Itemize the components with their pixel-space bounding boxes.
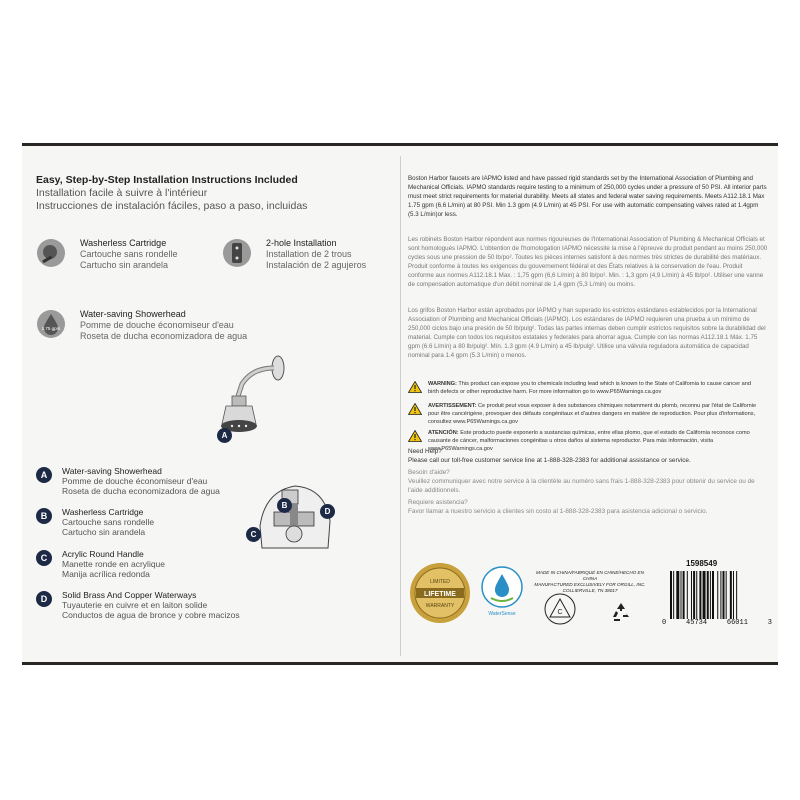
header-fr: Installation facile à suivre à l'intérieur <box>36 187 208 199</box>
help-question-en: Need Help? <box>408 448 442 455</box>
legend-c-fr: Manette ronde en acrylique <box>62 559 166 569</box>
feature-two-hole-fr: Installation de 2 trous <box>266 249 352 259</box>
legend-a-fr: Pomme de douche économiseur d'eau <box>62 476 208 486</box>
barcode-bar <box>733 571 734 619</box>
barcode-digit-group: 66011 <box>726 619 748 627</box>
legend-item-b <box>36 507 154 537</box>
header-es: Instrucciones de instalación fáciles, paso a paso, incluidas <box>36 200 308 212</box>
legend-item-d <box>36 590 240 620</box>
barcode-bar <box>710 571 711 619</box>
barcode-bar <box>703 571 706 619</box>
barcode-bar <box>687 571 688 619</box>
drop-gpm-text: 1.75 gpm <box>41 326 61 331</box>
warning-en-text: This product can expose you to chemicals including lead which is known to the State of California to cause cancer and birth defects or other reproductive harm. For more information go to www.P65Warnings.ca.gov <box>428 381 751 395</box>
barcode <box>668 571 772 619</box>
warning-fr <box>408 402 763 426</box>
legend-d-en: Solid Brass And Copper Waterways <box>62 590 197 600</box>
barcode-digit-group: 45734 <box>686 619 708 627</box>
feature-water-saving-fr: Pomme de douche économiseur d'eau <box>80 320 234 330</box>
barcode-bar <box>683 571 685 619</box>
legend-badge-c: C <box>36 550 52 566</box>
water-drop-icon <box>36 309 66 339</box>
legend-badge-b: B <box>36 508 52 524</box>
barcode-bar <box>720 571 721 619</box>
barcode-bar <box>691 571 692 619</box>
barcode-bar <box>670 571 672 619</box>
feature-two-hole-es: Instalación de 2 agujeros <box>266 260 367 270</box>
feature-two-hole <box>222 238 366 271</box>
barcode-digits <box>662 619 772 627</box>
feature-cartridge-en: Washerless Cartridge <box>80 238 167 248</box>
packaging-panel <box>22 143 778 665</box>
seal-limited-text: LIMITED <box>430 579 450 585</box>
help-question-fr: Besoin d'aide? <box>408 469 450 476</box>
barcode-bar <box>673 571 674 619</box>
warning-triangle-icon <box>408 430 422 442</box>
legend-badge-a: A <box>36 467 52 483</box>
warning-en <box>408 380 763 396</box>
barcode-bar <box>676 571 679 619</box>
help-answer-en: Please call our toll-free customer service line at 1-888-328-2383 for additional assistance or service. <box>408 457 691 464</box>
warning-fr-text: Ce produit peut vous exposer à des substances chimiques notamment du plomb, reconnu par l'état de Californie pour être cancérigène, provoquer des défauts congénitaux et d'autres dangers en matière de reproduction. Pour plus d'informations, consultez www.P65Warnings.ca.gov <box>428 403 757 425</box>
feature-cartridge <box>36 238 178 271</box>
warning-es-label: ATENCIÓN: <box>428 430 459 436</box>
feature-water-saving <box>36 309 247 342</box>
warning-en-label: WARNING: <box>428 381 457 387</box>
callout-c-badge: C <box>246 527 261 542</box>
sku-number: 1598549 <box>686 559 718 568</box>
feature-cartridge-es: Cartucho sin arandela <box>80 260 169 270</box>
iapmo-text-es: Los grifos Boston Harbor están aprobados por IAPMO y han superado los estrictos estándares establecidos por la International Association of Plumbing and Mechanical Officials (IAPMO). Los estándares de IAPMO requieren una prueba a un mínimo de 250,000 ciclos bajo una presión de 50 lb/pulg². Todas las partes internas deben cumplir estrictos requisitos sobre la durabilidad del material. Cumple con todos los requisitos estatales y federales para ahorrar agua. Cumple con las normas A112.18.1 Máx. 1.75 gpm (6.6 L/min) a 80 lb/pulg². Mín. 1.3 gpm (4.9 L/min) a 45 lb/pulg². Utilice una válvula reguladora automática de capacidad nominal para 1.4 gpm (5.3 L/min) o menos. <box>408 307 766 359</box>
csa-certification-icon <box>542 592 578 626</box>
two-hole-icon <box>222 238 252 268</box>
feature-cartridge-fr: Cartouche sans rondelle <box>80 249 178 259</box>
barcode-bar <box>717 571 718 619</box>
city-text: COLLIERVILLE, TN 38017 <box>562 588 618 593</box>
column-divider <box>400 156 401 656</box>
watersense-text: WaterSense <box>488 611 516 617</box>
barcode-bar <box>712 571 714 619</box>
seal-lifetime-text: LIFETIME <box>424 591 456 598</box>
barcode-bar <box>723 571 725 619</box>
showerhead-drawing <box>212 354 292 474</box>
warning-triangle-icon <box>408 381 422 393</box>
barcode-digit-group: 0 <box>662 619 667 627</box>
legend-item-c <box>36 549 165 579</box>
lifetime-warranty-seal <box>408 561 472 625</box>
barcode-bar <box>726 571 727 619</box>
warning-es-text: Este producto puede exponerlo a sustancias químicas, entre ellas plomo, que el estado de California reconoce como causante de cáncer, malformaciones congénitas u otros daños al sistema reproductor. Para más información, visita www.P65Warnings.ca.gov <box>428 430 750 452</box>
manufacturer-info <box>530 570 650 594</box>
barcode-digit-group: 3 <box>767 619 772 627</box>
install-header <box>36 174 376 213</box>
legend-a-es: Roseta de ducha economizadora de agua <box>62 486 220 496</box>
barcode-bar <box>693 571 695 619</box>
iapmo-text-en: Boston Harbor faucets are IAPMO listed and have passed rigid standards set by the International Association of Plumbing and Mechanical Officials. IAPMO standards require testing to a minimum of 250,000 cycles under a pressure of 50 PSI. All interior parts must meet strict requirements for material durability. Meets all states and federal water saving requirements. Meets A112.18.1 Max 1.75 gpm (6.6 L/min) at 80 PSI. Min 1.3 gpm (4.9 L/min) at 45 PSI. For use with automatic compensating valves rated at 1.4gpm (5.3 L/min)or less. <box>408 175 767 218</box>
legend-c-es: Manija acrílica redonda <box>62 569 150 579</box>
feature-two-hole-en: 2-hole Installation <box>266 238 337 248</box>
barcode-bar <box>696 571 697 619</box>
legend-d-fr: Tuyauterie en cuivre et en laiton solide <box>62 600 208 610</box>
barcode-bar <box>730 571 732 619</box>
cartridge-icon <box>36 238 66 268</box>
made-in-text: MADE IN CHINA/FABRIQUÉ EN CHINE/HECHO EN CHINA <box>536 570 644 581</box>
barcode-bar <box>707 571 709 619</box>
legend-b-es: Cartucho sin arandela <box>62 527 146 537</box>
feature-water-saving-en: Water-saving Showerhead <box>80 309 186 319</box>
legend-c-en: Acrylic Round Handle <box>62 549 144 559</box>
help-answer-es: Favor llamar a nuestro servicio a clientes sin costo al 1-888-328-2383 para asistencia adicional o servicio. <box>408 508 708 515</box>
iapmo-text-fr: Les robinets Boston Harbor répondent aux normes rigoureuses de l'International Association of Plumbing & Mechanical Officials et sont homologués IAPMO. L'obtention de l'homologation IAPMO nécessite la mise à l'épreuve du produit pendant au moins 250,000 cycles sous une pression de 50 lb/po². Toutes les pièces internes satisfont à des normes très strictes de durabilité des matériaux. Produit conforme à toutes les exigences du gouvernement fédéral et des États relatives à la conservation de l'eau. Produit conforme aux normes A112.18.1 Max. : 1,75 gpm (6,6 L/min) à 80 lb/po². Min. : 1,3 gpm (4,9 L/min) à 45 lb/po². Utiliser une vanne de compensation automatique d'un débit nominal de 1,4 gpm (5,3 L/min) ou moins. <box>408 236 768 288</box>
legend-item-a <box>36 466 220 496</box>
barcode-bar <box>681 571 682 619</box>
warning-triangle-icon <box>408 403 422 415</box>
watersense-logo <box>479 564 525 620</box>
barcode-bar <box>736 571 737 619</box>
barcode-bar <box>699 571 701 619</box>
legend-a-en: Water-saving Showerhead <box>62 466 162 476</box>
header-en: Easy, Step-by-Step Installation Instructions Included <box>36 174 298 186</box>
callout-b-badge: B <box>277 498 292 513</box>
legend-b-en: Washerless Cartridge <box>62 507 144 517</box>
legend-d-es: Conductos de agua de bronce y cobre macizos <box>62 610 240 620</box>
seal-warranty-text: WARRANTY <box>425 603 455 609</box>
callout-d-badge: D <box>320 504 335 519</box>
svg-text:C: C <box>557 609 563 616</box>
warning-fr-label: AVERTISSEMENT: <box>428 403 477 409</box>
manufactured-for-text: MANUFACTURED EXCLUSIVELY FOR ORGILL, INC. <box>534 582 646 587</box>
feature-water-saving-es: Roseta de ducha economizadora de agua <box>80 331 248 341</box>
recycle-icon <box>610 601 632 623</box>
legend-badge-d: D <box>36 591 52 607</box>
help-section <box>408 447 768 516</box>
help-question-es: Requiere asistencia? <box>408 499 468 506</box>
callout-a-badge: A <box>217 428 232 443</box>
legend-b-fr: Cartouche sans rondelle <box>62 517 155 527</box>
help-answer-fr: Veuillez communiquer avec notre service à la clientèle au numéro sans frais 1-888-328-2383 pour obtenir du service ou de l'aide additionnels. <box>408 478 755 494</box>
